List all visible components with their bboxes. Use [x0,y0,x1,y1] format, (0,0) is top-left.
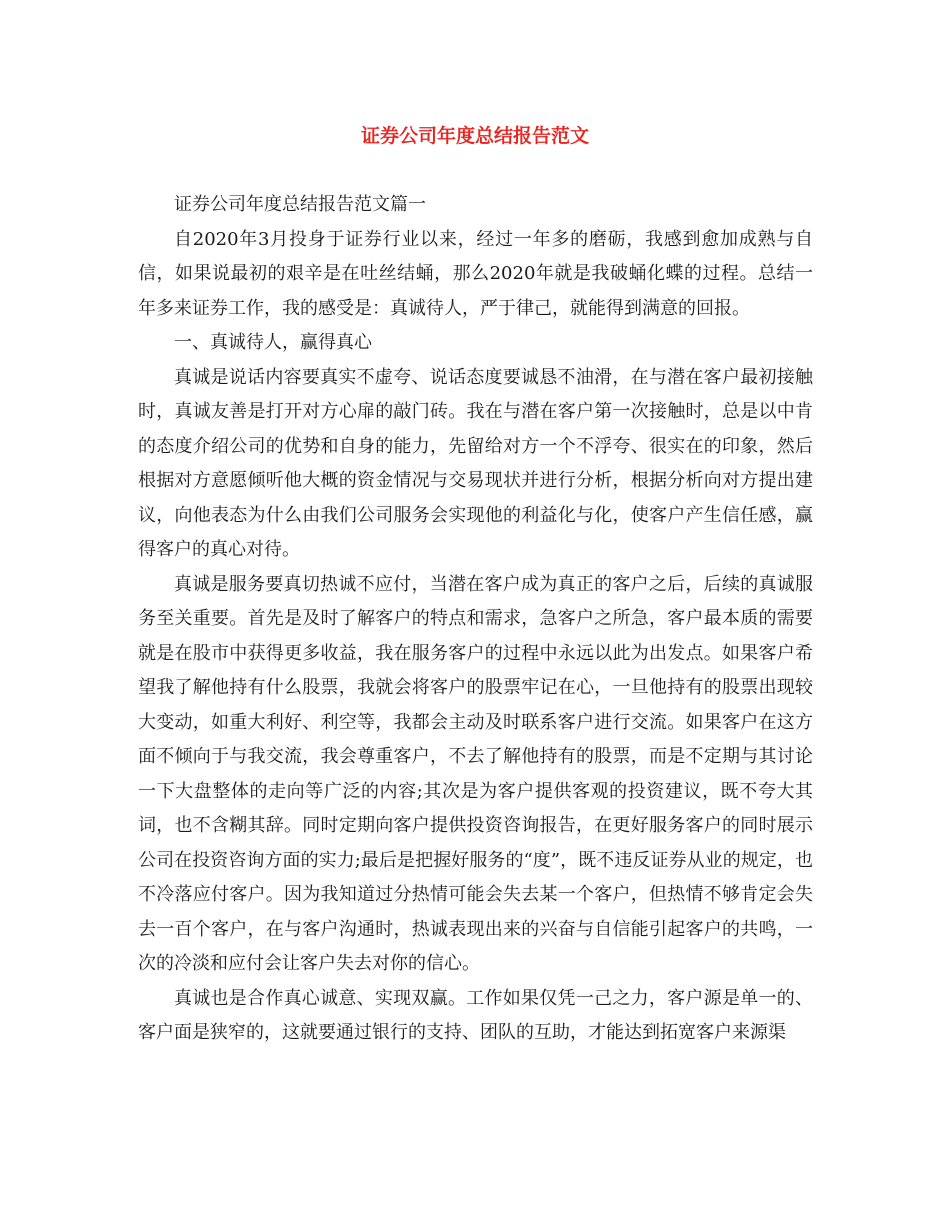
paragraph-intro: 自2020年3月投身于证券行业以来，经过一年多的磨砺，我感到愈加成熟与自信，如果说最初的艰辛是在吐丝结蛹，那么2020年就是我破蛹化蝶的过程。总结一年多来证券工作，我的感受是：真诚待人，严于律己，就能得到满意的回报。 [138,228,813,319]
document-body [138,188,813,1051]
paragraph-sincere-cooperation: 真诚也是合作真心诚意、实现双赢。工作如果仅凭一己之力，客户源是单一的、客户面是狭窄的，这就要通过银行的支持、团队的互助，才能达到拓宽客户来源渠 [138,987,813,1043]
paragraph-sincere-service: 真诚是服务要真切热诚不应付，当潜在客户成为真正的客户之后，后续的真诚服务至关重要。首先是及时了解客户的特点和需求，急客户之所急，客户最本质的需要就是在股市中获得更多收益，我在服务客户的过程中永远以此为出发点。如果客户希望我了解他持有什么股票，我就会将客户的股票牢记在心，一旦他持有的股票出现较大变动，如重大利好、利空等，我都会主动及时联系客户进行交流。如果客户在这方面不倾向于与我交流，我会尊重客户，不去了解他持有的股票，而是不定期与其讨论一下大盘整体的走向等广泛的内容;其次是为客户提供客观的投资建议，既不夸大其词，也不含糊其辞。同时定期向客户提供投资咨询报告，在更好服务客户的同时展示公司在投资咨询方面的实力;最后是把握好服务的“度”，既不违反证券从业的规定，也不冷落应付客户。因为我知道过分热情可能会失去某一个客户，但热情不够肯定会失去一百个客户，在与客户沟通时，热诚表现出来的兴奋与自信能引起客户的共鸣，一次的冷淡和应付会让客户失去对你的信心。 [138,573,813,974]
section-heading-1: 一、真诚待人，赢得真心 [174,332,372,353]
paragraph-sincere-speech: 真诚是说话内容要真实不虚夸、说话态度要诚恳不油滑，在与潜在客户最初接触时，真诚友善是打开对方心扉的敲门砖。我在与潜在客户第一次接触时，总是以中肯的态度介绍公司的优势和自身的能力，先留给对方一个不浮夸、很实在的印象，然后根据对方意愿倾听他大概的资金情况与交易现状并进行分析，根据分析向对方提出建议，向他表态为什么由我们公司服务会实现他的利益化与化，使客户产生信任感，赢得客户的真心对待。 [138,366,813,560]
section-title: 证券公司年度总结报告范文篇一 [174,194,426,215]
document-title: 证券公司年度总结报告范文 [360,125,589,147]
